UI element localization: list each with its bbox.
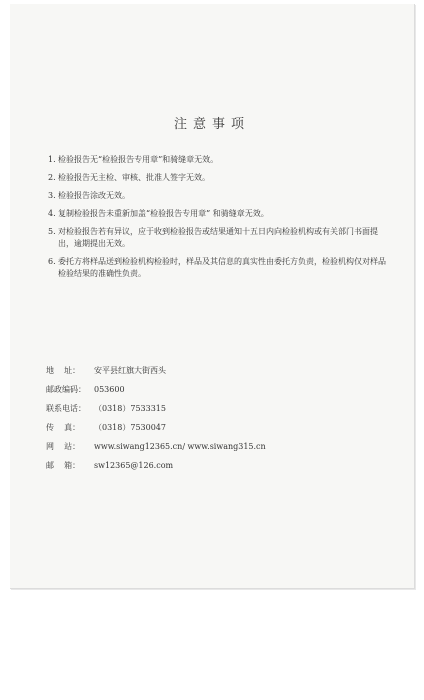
- contact-label: 邮政编码：: [46, 385, 86, 394]
- notice-text: 复制检验报告未重新加盖“检验报告专用章” 和骑缝章无效。: [58, 209, 269, 218]
- notice-item: [48, 172, 388, 184]
- notice-item: [48, 256, 388, 280]
- contact-email: [46, 460, 386, 472]
- notice-number: 3.: [48, 191, 56, 200]
- notice-number: 2.: [48, 173, 56, 182]
- notice-item: [48, 190, 388, 202]
- contact-postcode: [46, 384, 386, 396]
- contact-phone: [46, 403, 386, 415]
- contact-value: sw12365@126.com: [94, 461, 174, 470]
- notice-list: [48, 154, 388, 286]
- contact-label: 联系电话：: [46, 404, 86, 413]
- page-title: 注意事项: [173, 117, 250, 132]
- notice-text: 检验报告无“检验报告专用章”和骑缝章无效。: [58, 155, 219, 164]
- notice-item: [48, 208, 388, 220]
- contact-address: [46, 365, 386, 377]
- contact-label: 传 真：: [46, 423, 81, 432]
- document-page: [10, 4, 415, 589]
- notice-number: 4.: [48, 209, 56, 218]
- notice-item: [48, 154, 388, 166]
- notice-text: 检验报告涂改无效。: [58, 191, 130, 200]
- notice-text: 对检验报告若有异议，应于收到检验报告或结果通知十五日内向检验机构或有关部门书面提出，逾期提出无效。: [58, 227, 378, 248]
- contact-value: 安平县红旗大街西头: [94, 366, 166, 375]
- notice-number: 5.: [48, 227, 56, 236]
- contact-label: 网 站：: [46, 442, 81, 451]
- contact-website: [46, 441, 386, 453]
- notice-number: 6.: [48, 257, 56, 266]
- notice-text: 委托方将样品送到检验机构检验时，样品及其信息的真实性由委托方负责，检验机构仅对样品检验结果的准确性负责。: [58, 257, 386, 278]
- contact-fax: [46, 422, 386, 434]
- contact-value: 053600: [94, 385, 125, 394]
- contact-value: www.siwang12365.cn/ www.siwang315.cn: [94, 442, 266, 451]
- contact-label: 地 址：: [46, 366, 81, 375]
- notice-item: [48, 226, 388, 250]
- notice-text: 检验报告无主检、审核、批准人签字无效。: [58, 173, 210, 182]
- contact-info: [46, 365, 386, 479]
- contact-label: 邮 箱：: [46, 461, 81, 470]
- notice-number: 1.: [48, 155, 56, 164]
- contact-value: （0318）7530047: [94, 423, 166, 432]
- contact-value: （0318）7533315: [94, 404, 166, 413]
